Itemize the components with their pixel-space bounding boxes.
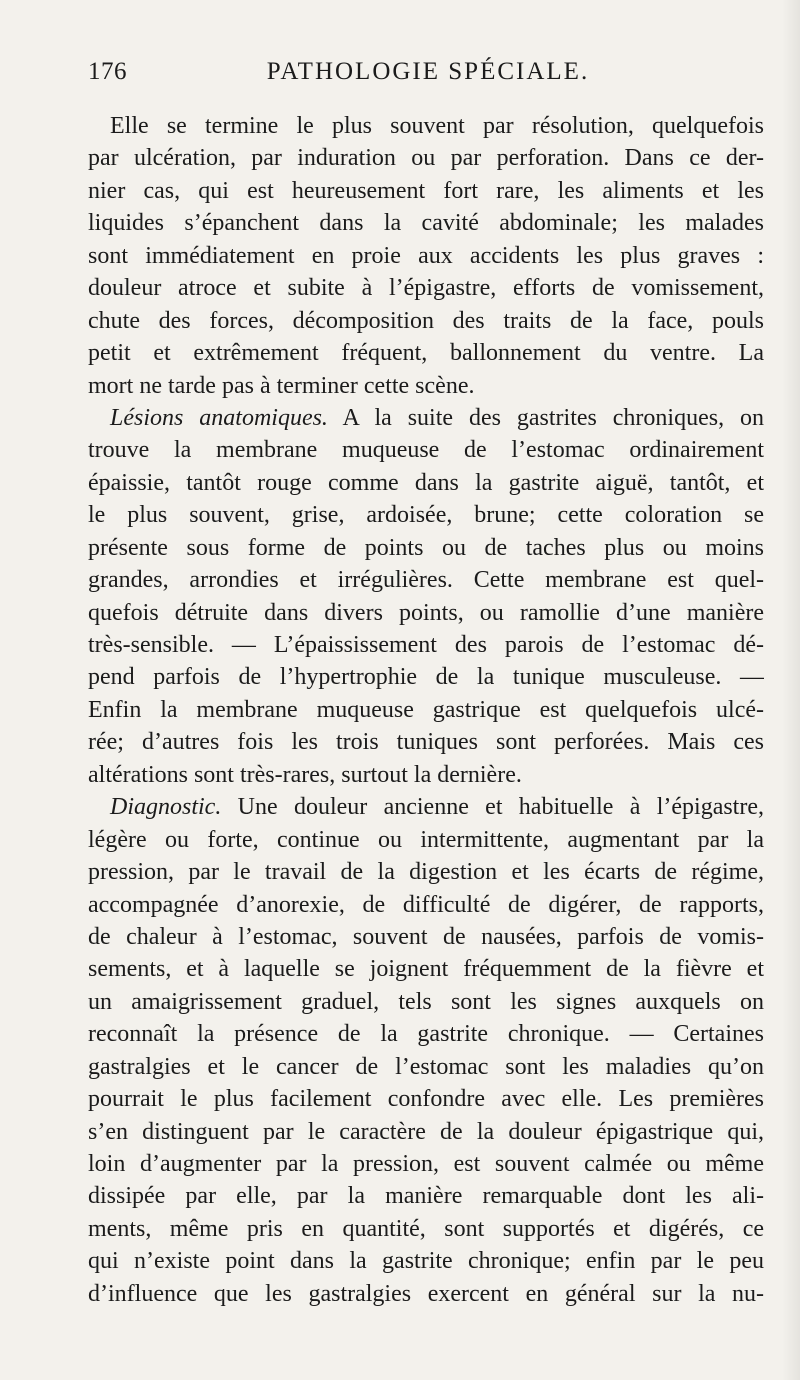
text-line: ments, même pris en quantité, sont supportés et digérés, ce bbox=[88, 1215, 764, 1242]
text-line: douleur atroce et subite à l’épigastre, efforts de vomissement, bbox=[88, 275, 764, 302]
text-line: mort ne tarde pas à terminer cette scène. bbox=[88, 372, 475, 399]
text-line: pression, par le travail de la digestion et les écarts de régime, bbox=[88, 859, 764, 886]
section-first-line bbox=[88, 791, 764, 823]
text-line: épaissie, tantôt rouge comme dans la gastrite aiguë, tantôt, et bbox=[88, 469, 764, 496]
body-text bbox=[88, 110, 764, 1310]
text-line: altérations sont très-rares, surtout la dernière. bbox=[88, 761, 522, 788]
text-line: trouve la membrane muqueuse de l’estomac ordinairement bbox=[88, 437, 764, 464]
text-line: sont immédiatement en proie aux accidents les plus graves : bbox=[88, 242, 764, 269]
page-header bbox=[88, 58, 768, 98]
text-line: nier cas, qui est heureusement fort rare, les aliments et les bbox=[88, 177, 764, 204]
section-heading-lesions: Lésions anatomiques. bbox=[110, 404, 328, 431]
section-heading-diagnostic: Diagnostic. bbox=[110, 794, 222, 821]
text-line: légère ou forte, continue ou intermittente, augmentant par la bbox=[88, 826, 764, 853]
text-line: petit et extrêmement fréquent, ballonnement du ventre. La bbox=[88, 340, 764, 367]
text-line: gastralgies et le cancer de l’estomac sont les maladies qu’on bbox=[88, 1053, 764, 1080]
text-line: présente sous forme de points ou de taches plus ou moins bbox=[88, 534, 764, 561]
text-line: quefois détruite dans divers points, ou ramollie d’une manière bbox=[88, 599, 764, 626]
section-first-line bbox=[88, 402, 764, 434]
text-line: très-sensible. — L’épaississement des parois de l’estomac dé- bbox=[88, 632, 764, 658]
heading-line-text: Une douleur ancienne et habituelle à l’épigastre, bbox=[221, 794, 764, 821]
text-line: de chaleur à l’estomac, souvent de nausées, parfois de vomis- bbox=[88, 923, 764, 950]
text-line: loin d’augmenter par la pression, est souvent calmée ou même bbox=[88, 1151, 764, 1177]
text-line: par ulcération, par induration ou par perforation. Dans ce der- bbox=[88, 145, 764, 172]
text-line: rée; d’autres fois les trois tuniques sont perforées. Mais ces bbox=[88, 729, 764, 756]
text-line: accompagnée d’anorexie, de difficulté de digérer, de rapports, bbox=[88, 891, 764, 918]
scan-shadow-edge bbox=[782, 0, 800, 1380]
text-line: chute des forces, décomposition des traits de la face, pouls bbox=[88, 307, 764, 334]
running-title: PATHOLOGIE SPÉCIALE. bbox=[266, 58, 590, 85]
text-line: pourrait le plus facilement confondre avec elle. Les premières bbox=[88, 1086, 764, 1113]
page-number: 176 bbox=[88, 58, 127, 85]
text-line: dissipée par elle, par la manière remarquable dont les ali- bbox=[88, 1183, 764, 1210]
heading-line-text: A la suite des gastrites chroniques, on bbox=[327, 404, 764, 431]
text-line: sements, et à laquelle se joignent fréquemment de la fièvre et bbox=[88, 956, 764, 983]
text-line: un amaigrissement graduel, tels sont les signes auxquels on bbox=[88, 988, 764, 1015]
text-line: Enfin la membrane muqueuse gastrique est quelquefois ulcé- bbox=[88, 696, 764, 723]
text-line: Elle se termine le plus souvent par résolution, quelquefois bbox=[110, 113, 764, 139]
text-line: pend parfois de l’hypertrophie de la tunique musculeuse. — bbox=[88, 664, 764, 691]
text-line: d’influence que les gastralgies exercent en général sur la nu- bbox=[88, 1280, 764, 1307]
text-line: le plus souvent, grise, ardoisée, brune; cette coloration se bbox=[88, 502, 764, 529]
text-line: grandes, arrondies et irrégulières. Cette membrane est quel- bbox=[88, 567, 764, 594]
text-line: s’en distinguent par le caractère de la douleur épigastrique qui, bbox=[88, 1118, 764, 1145]
text-line: liquides s’épanchent dans la cavité abdominale; les malades bbox=[88, 210, 764, 237]
text-line: qui n’existe point dans la gastrite chronique; enfin par le peu bbox=[88, 1248, 764, 1275]
text-line: reconnaît la présence de la gastrite chronique. — Certaines bbox=[88, 1021, 764, 1048]
